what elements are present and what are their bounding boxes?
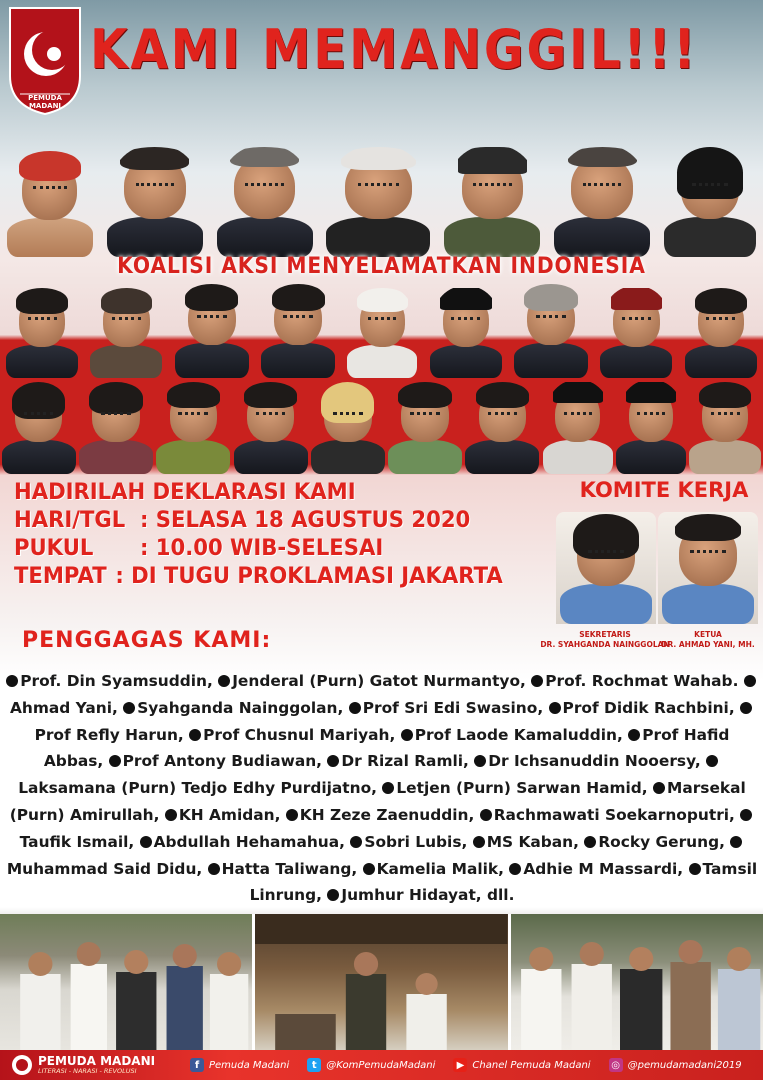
event-photo-1 — [0, 914, 252, 1052]
social-link-twitter[interactable] — [307, 1058, 435, 1072]
time-label: PUKUL — [14, 535, 94, 561]
portrait — [685, 286, 757, 378]
social-link-youtube[interactable] — [453, 1058, 590, 1072]
portrait — [444, 145, 540, 257]
event-photo-3 — [511, 914, 763, 1052]
bullet-icon — [286, 809, 298, 821]
chairman-caption — [656, 630, 760, 650]
bullet-icon — [6, 675, 18, 687]
portrait — [465, 380, 539, 474]
initiator-name: Letjen (Purn) Sarwan Hamid, — [382, 779, 647, 797]
bullet-icon — [689, 863, 701, 875]
footer-logo-icon — [12, 1055, 32, 1075]
portrait — [514, 282, 588, 378]
initiator-name: Hatta Taliwang, — [208, 860, 358, 878]
bullet-icon — [327, 755, 339, 767]
initiator-name: Prof Antony Budiawan, — [109, 752, 322, 770]
place-label: TEMPAT — [14, 563, 107, 589]
instagram-icon: ◎ — [609, 1058, 623, 1072]
bullet-icon — [123, 702, 135, 714]
initiator-name: Taufik Ismail, — [20, 806, 755, 851]
bullet-icon — [363, 863, 375, 875]
social-link-instagram[interactable] — [609, 1058, 742, 1072]
initiator-name: Tamsil Linrung, — [249, 859, 758, 905]
portrait — [156, 380, 230, 474]
portrait — [2, 380, 76, 474]
initiator-name: Ahmad Yani, — [10, 672, 758, 717]
initiator-name: Abdullah Hehamahua, — [140, 833, 345, 851]
bullet-icon — [474, 755, 486, 767]
bullet-icon — [740, 809, 752, 821]
declaration-block — [14, 478, 534, 590]
initiator-name: Prof. Din Syamsuddin, — [6, 672, 213, 690]
bullet-icon — [208, 863, 220, 875]
initiator-name: Rachmawati Soekarnoputri, — [480, 806, 735, 824]
bullet-icon — [401, 729, 413, 741]
secretary-caption — [540, 630, 670, 650]
footer-brand-name: PEMUDA MADANI — [38, 1054, 156, 1068]
secretary-role: SEKRETARIS — [579, 630, 631, 639]
portrait — [7, 149, 93, 257]
bullet-icon — [740, 702, 752, 714]
portrait — [388, 380, 462, 474]
bullet-icon — [584, 836, 596, 848]
bullet-icon — [349, 702, 361, 714]
footer-bar — [0, 1050, 763, 1080]
bullet-icon — [706, 755, 718, 767]
portrait — [616, 380, 686, 474]
event-photo-strip — [0, 914, 763, 1052]
portrait — [664, 145, 756, 257]
initiator-name: KH Zeze Zaenuddin, — [286, 806, 475, 824]
footer-brand — [0, 1055, 190, 1075]
initiator-name: Jenderal (Purn) Gatot Nurmantyo, — [218, 672, 526, 690]
logo-label: PEMUDA MADANI — [28, 94, 62, 110]
initiator-name: Prof Didik Rachbini, — [549, 699, 735, 717]
portrait — [79, 380, 153, 474]
secretary-name: DR. SYAHGANDA NAINGGOLAN — [540, 640, 670, 649]
chairman-photo — [658, 512, 758, 624]
initiator-name: Marsekal (Purn) Amirullah, — [9, 779, 746, 824]
place-value: : DI TUGU PROKLAMASI JAKARTA — [115, 563, 503, 589]
initiator-name: Prof Hafid Abbas, — [43, 725, 730, 771]
declaration-row-place — [14, 562, 503, 590]
bullet-icon — [744, 675, 756, 687]
twitter-icon: t — [307, 1058, 321, 1072]
portrait — [554, 145, 650, 257]
bullet-icon — [531, 675, 543, 687]
initiator-name: Laksamana (Purn) Tedjo Edhy Purdijatno, — [18, 752, 720, 797]
portrait — [689, 380, 761, 474]
portrait — [326, 145, 430, 257]
portrait — [6, 286, 78, 378]
portrait — [600, 286, 672, 378]
bullet-icon — [473, 836, 485, 848]
bullet-icon — [189, 729, 201, 741]
secretary-photo — [556, 512, 656, 624]
event-photo-2 — [255, 914, 507, 1052]
bullet-icon — [509, 863, 521, 875]
portrait — [234, 380, 308, 474]
bullet-icon — [730, 836, 742, 848]
social-handle: @pemudamadani2019 — [627, 1059, 742, 1071]
pemuda-madani-logo — [6, 6, 84, 116]
portrait — [311, 380, 385, 474]
declaration-heading: HADIRILAH DEKLARASI KAMI — [14, 479, 356, 505]
bullet-icon — [382, 782, 394, 794]
portrait — [90, 286, 162, 378]
social-handle: Pemuda Madani — [209, 1059, 290, 1071]
portrait — [261, 282, 335, 378]
bullet-icon — [628, 729, 640, 741]
initiator-name: Kamelia Malik, — [363, 860, 504, 878]
committee-title: KOMITE KERJA — [579, 478, 749, 502]
initiator-name: MS Kaban, — [473, 833, 579, 851]
initiator-name: Jumhur Hidayat, dll. — [327, 886, 514, 904]
bullet-icon — [350, 836, 362, 848]
social-handle: Chanel Pemuda Madani — [472, 1059, 591, 1071]
initiator-name: Prof Chusnul Mariyah, — [189, 726, 395, 744]
portrait — [217, 145, 313, 257]
social-links — [190, 1058, 760, 1072]
youtube-icon: ▶ — [453, 1058, 467, 1072]
poster-title: KAMI MEMANGGIL!!! — [90, 18, 699, 81]
initiator-name: Dr Rizal Ramli, — [327, 752, 469, 770]
chairman-role: KETUA — [694, 630, 722, 639]
portrait-row-3 — [0, 378, 763, 474]
bullet-icon — [109, 755, 121, 767]
initiator-name: Prof Sri Edi Swasino, — [349, 699, 543, 717]
bullet-icon — [140, 836, 152, 848]
initiator-name: Prof Laode Kamaluddin, — [401, 726, 623, 744]
social-handle: @KomPemudaMadani — [326, 1059, 436, 1071]
bullet-icon — [165, 809, 177, 821]
initiators-list — [6, 668, 758, 909]
bullet-icon — [327, 889, 339, 901]
chairman-name: DR. AHMAD YANI, MH. — [661, 640, 755, 649]
coalition-subtitle: KOALISI AKSI MENYELAMATKAN INDONESIA — [117, 254, 646, 279]
portrait — [107, 145, 203, 257]
initiators-title: PENGGAGAS KAMI: — [22, 628, 272, 653]
initiator-name: Syahganda Nainggolan, — [123, 699, 343, 717]
initiator-name: Adhie M Massardi, — [509, 860, 683, 878]
social-link-facebook[interactable] — [190, 1058, 289, 1072]
portrait — [430, 286, 502, 378]
bullet-icon — [653, 782, 665, 794]
initiator-name: Prof Refly Harun, — [35, 699, 754, 744]
bullet-icon — [218, 675, 230, 687]
initiator-name: Dr Ichsanuddin Nooersy, — [474, 752, 701, 770]
declaration-row-time — [14, 534, 503, 562]
initiator-name: KH Amidan, — [165, 806, 281, 824]
initiator-name: Rocky Gerung, — [584, 833, 725, 851]
initiator-name: Prof. Rochmat Wahab. — [531, 672, 738, 690]
portrait-row-2 — [0, 282, 763, 378]
time-value: : 10.00 WIB-SELESAI — [139, 535, 384, 561]
initiator-name: Muhammad Said Didu, — [7, 833, 745, 878]
portrait — [175, 282, 249, 378]
portrait — [347, 286, 417, 378]
date-value: : SELASA 18 AGUSTUS 2020 — [139, 507, 471, 533]
bullet-icon — [549, 702, 561, 714]
portrait — [543, 380, 613, 474]
facebook-icon: f — [190, 1058, 204, 1072]
footer-tagline: LITERASI - NARASI - REVOLUSI — [38, 1067, 137, 1075]
declaration-row-date — [14, 506, 503, 534]
initiator-name: Sobri Lubis, — [350, 833, 467, 851]
date-label: HARI/TGL — [14, 507, 126, 533]
portrait-row-1 — [0, 145, 763, 257]
bullet-icon — [480, 809, 492, 821]
